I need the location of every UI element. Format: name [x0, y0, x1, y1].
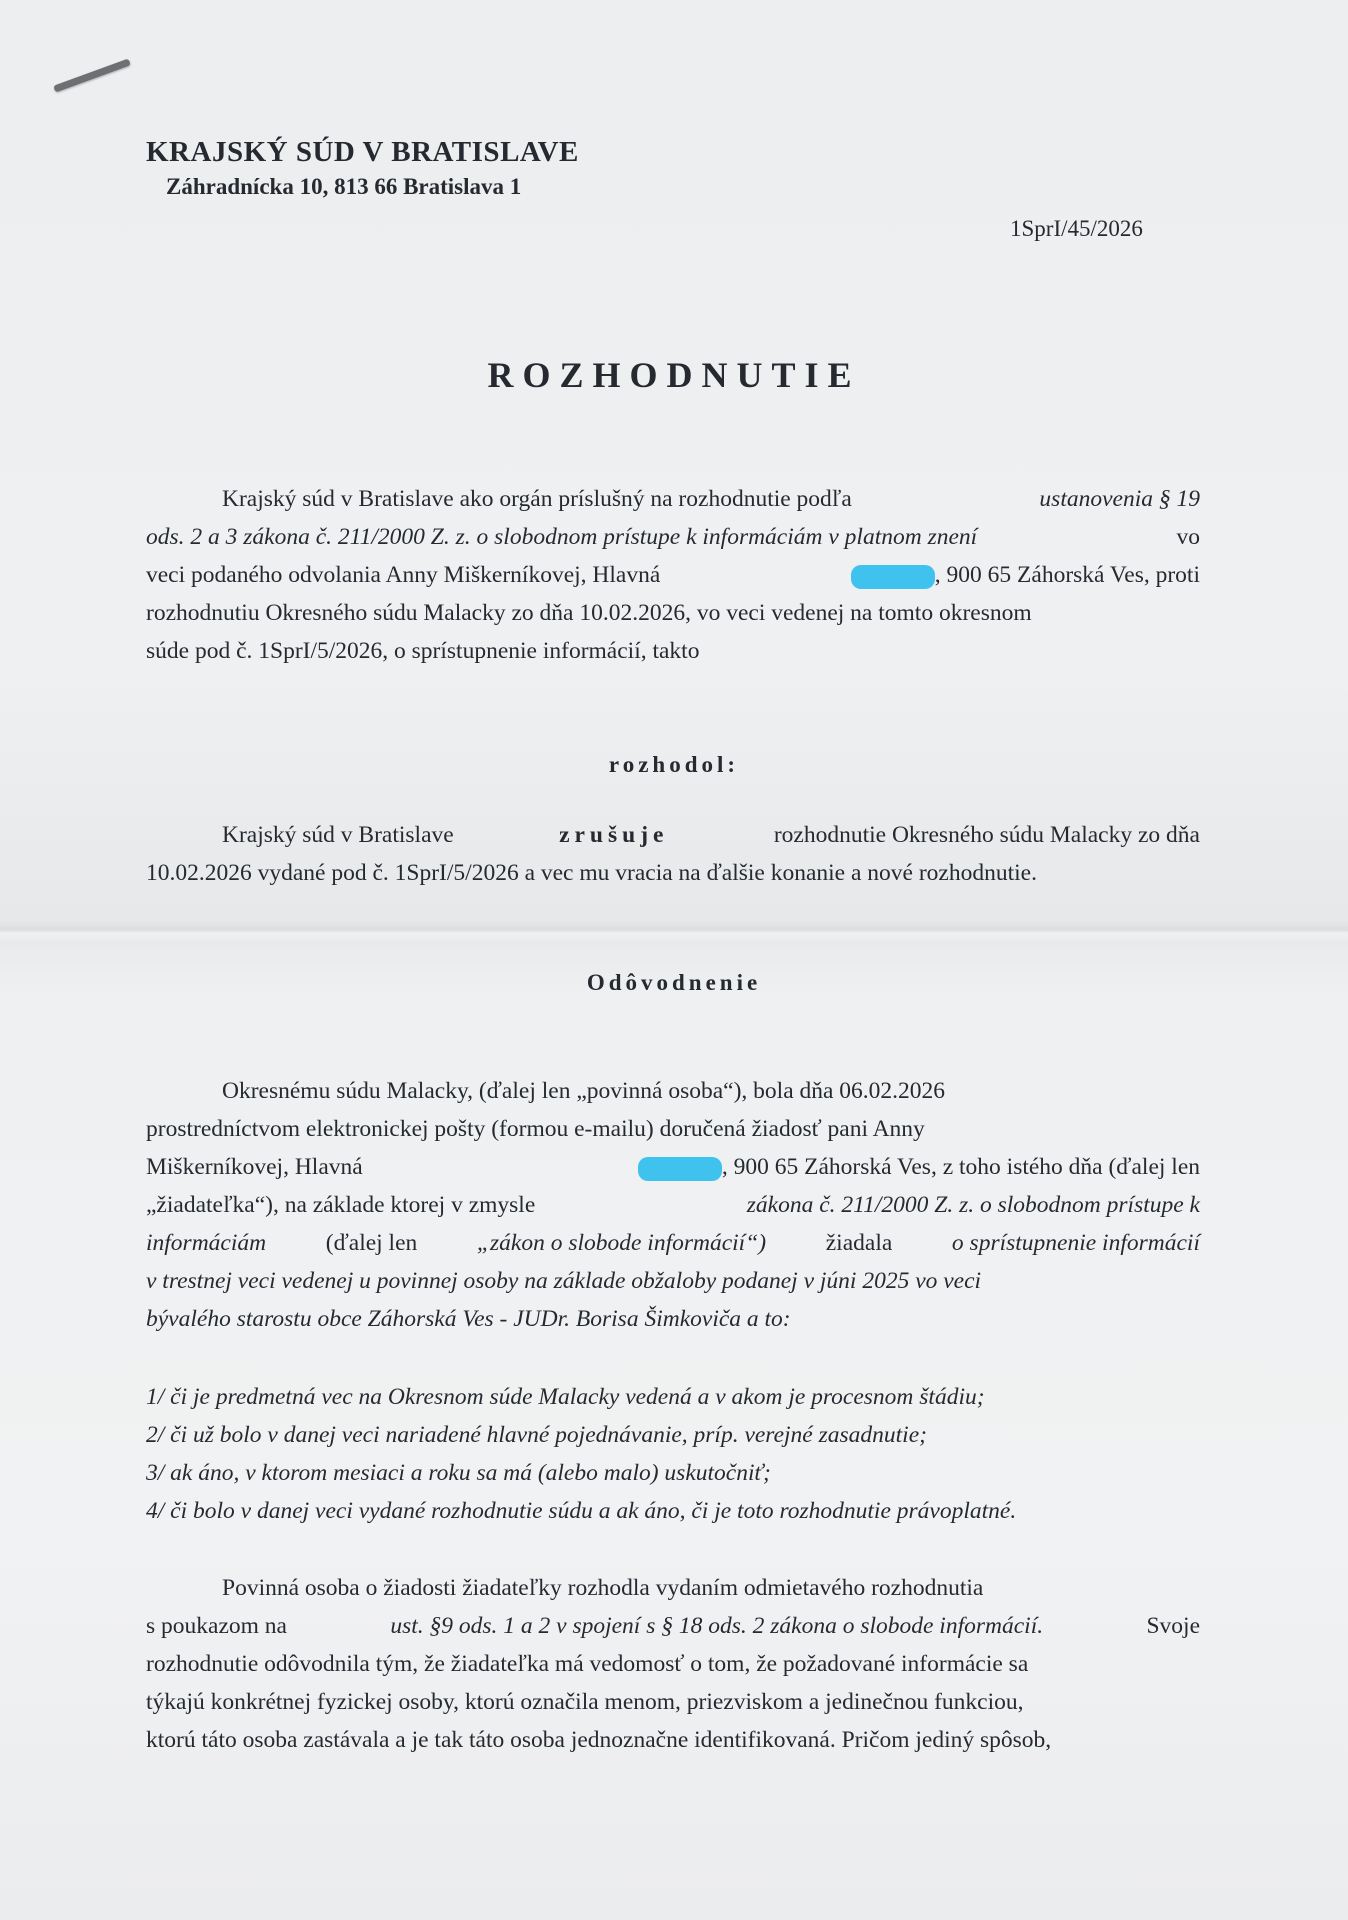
intro-line [146, 632, 1200, 670]
intro-text: súde pod č. 1SprI/5/2026, o sprístupnenie informácií, takto [146, 638, 700, 664]
list-item: 2/ či už bolo v danej veci nariadené hlavné pojednávanie, príp. verejné zasadnutie; [146, 1422, 927, 1448]
summary-text: týkajú konkrétnej fyzickej osoby, ktorú označila menom, priezviskom a jedinečnou funkciou, [146, 1689, 1024, 1715]
intro-line [146, 594, 1200, 632]
court-name: KRAJSKÝ SÚD V BRATISLAVE [146, 136, 579, 168]
summary-line [146, 1683, 1200, 1721]
verdict-heading: rozhodol: [608, 752, 740, 777]
verdict-text: rozhodnutie Okresného súdu Malacky zo dňa [773, 822, 1200, 848]
intro-text: , 900 65 Záhorská Ves, proti [934, 562, 1200, 588]
list-item: 1/ či je predmetná vec na Okresnom súde Malacky vedená a v akom je procesnom štádiu; [146, 1384, 985, 1410]
intro-text-italic: ods. 2 a 3 zákona č. 211/2000 Z. z. o slobodnom prístupe k informáciám v platnom znení [146, 524, 978, 550]
intro-text: veci podaného odvolania Anny Miškerníkovej, Hlavná [146, 562, 661, 588]
redaction-mark [638, 1157, 722, 1181]
verdict-line [146, 816, 1200, 854]
verdict-keyword: zrušuje [559, 822, 669, 848]
list-item: 3/ ak áno, v ktorom mesiaci a roku sa má (alebo malo) uskutočniť; [146, 1460, 771, 1486]
reasoning-text-italic: informáciám [146, 1230, 267, 1256]
document-title: ROZHODNUTIE [487, 355, 861, 395]
intro-text: Krajský súd v Bratislave ako orgán príslušný na rozhodnutie podľa [222, 486, 852, 512]
reasoning-paragraph [146, 1072, 1200, 1338]
intro-line [146, 480, 1200, 518]
file-number: 1SprI/45/2026 [1010, 216, 1143, 241]
reasoning-line [146, 1300, 1200, 1338]
staple [53, 59, 131, 93]
summary-line [146, 1645, 1200, 1683]
summary-line [146, 1607, 1200, 1645]
summary-text: s poukazom na [146, 1613, 287, 1639]
summary-line [146, 1569, 1200, 1607]
redaction-mark [851, 565, 935, 589]
reasoning-line [146, 1072, 1200, 1110]
intro-redacted-part [851, 556, 1200, 594]
verdict-line [146, 854, 1200, 892]
reasoning-line [146, 1186, 1200, 1224]
reasoning-redacted-part [638, 1148, 1200, 1186]
reasoning-text-italic: zákona č. 211/2000 Z. z. o slobodnom prístupe k [746, 1192, 1200, 1218]
reasoning-text-italic: v trestnej veci vedenej u povinnej osoby na základe obžaloby podanej v júni 2025 vo veci [146, 1268, 982, 1294]
reasoning-heading: Odôvodnenie [586, 970, 762, 995]
intro-line [146, 556, 1200, 594]
reasoning-text: žiadala [825, 1230, 893, 1256]
reasoning-text: Okresnému súdu Malacky, (ďalej len „povinná osoba“), bola dňa 06.02.2026 [222, 1078, 946, 1104]
summary-text: Povinná osoba o žiadosti žiadateľky rozhodla vydaním odmietavého rozhodnutia [222, 1575, 984, 1601]
summary-text: rozhodnutie odôvodnila tým, že žiadateľka má vedomosť o tom, že požadované informácie sa [146, 1651, 1029, 1677]
summary-text-italic: ust. §9 ods. 1 a 2 v spojení s § 18 ods. 2 zákona o slobode informácií. [390, 1613, 1044, 1639]
reasoning-text: (ďalej len [325, 1230, 418, 1256]
summary-text: Svoje [1146, 1613, 1200, 1639]
questions-list [146, 1378, 1200, 1530]
decision-summary-paragraph [146, 1569, 1200, 1759]
reasoning-text-italic: „zákon o slobode informácií“) [476, 1230, 767, 1256]
paper-fold [0, 920, 1348, 942]
court-address: Záhradnícka 10, 813 66 Bratislava 1 [166, 174, 522, 199]
summary-text: ktorú táto osoba zastávala a je tak táto osoba jednoznačne identifikovaná. Pričom jediný spôsob, [146, 1727, 1052, 1753]
reasoning-line [146, 1148, 1200, 1186]
list-item: 4/ či bolo v danej veci vydané rozhodnutie súdu a ak áno, či je toto rozhodnutie právoplatné. [146, 1498, 1017, 1524]
verdict-text: Krajský súd v Bratislave [222, 822, 454, 848]
reasoning-line [146, 1224, 1200, 1262]
intro-paragraph [146, 480, 1200, 670]
reasoning-text: „žiadateľka“), na základe ktorej v zmysle [146, 1192, 536, 1218]
reasoning-text: prostredníctvom elektronickej pošty (formou e-mailu) doručená žiadosť pani Anny [146, 1116, 925, 1142]
verdict-text: 10.02.2026 vydané pod č. 1SprI/5/2026 a vec mu vracia na ďalšie konanie a nové rozhodnutie. [146, 860, 1037, 886]
reasoning-text: Miškerníkovej, Hlavná [146, 1154, 363, 1180]
summary-line [146, 1721, 1200, 1759]
reasoning-text: , 900 65 Záhorská Ves, z toho istého dňa (ďalej len [721, 1154, 1200, 1180]
verdict-paragraph [146, 816, 1200, 892]
intro-text-italic: ustanovenia § 19 [1039, 486, 1200, 512]
intro-text: vo [1176, 524, 1200, 550]
intro-line [146, 518, 1200, 556]
reasoning-text-italic: bývalého starostu obce Záhorská Ves - JUDr. Borisa Šimkoviča a to: [146, 1306, 791, 1332]
reasoning-text-italic: o sprístupnenie informácií [951, 1230, 1200, 1256]
reasoning-line [146, 1262, 1200, 1300]
reasoning-line [146, 1110, 1200, 1148]
intro-text: rozhodnutiu Okresného súdu Malacky zo dňa 10.02.2026, vo veci vedenej na tomto okresnom [146, 600, 1032, 626]
